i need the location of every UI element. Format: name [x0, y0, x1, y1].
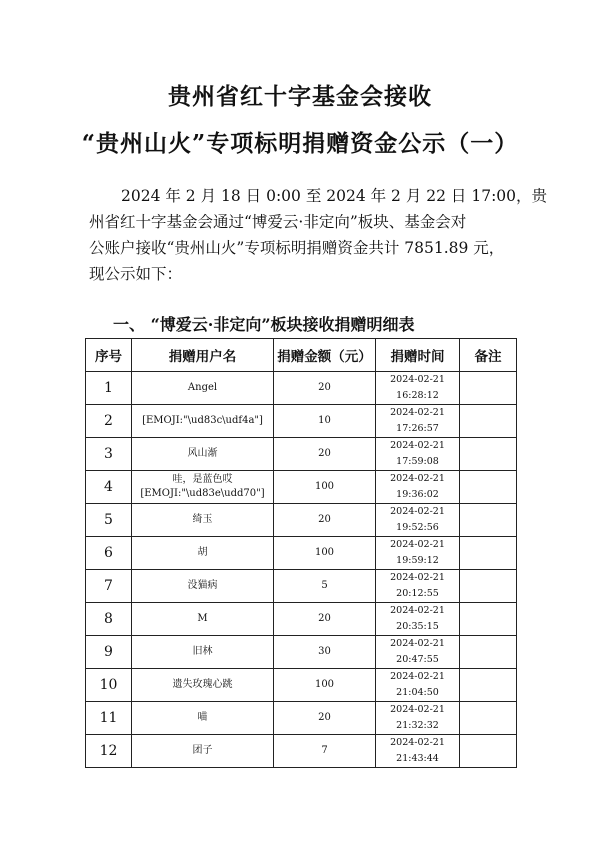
row-note — [460, 669, 517, 702]
row-note — [460, 372, 517, 405]
table-body — [86, 372, 517, 768]
document-title-line2: “贵州山火”专项标明捐赠资金公示（一） — [81, 130, 519, 157]
row-time — [376, 405, 460, 438]
header-index: 序号 — [86, 339, 132, 372]
row-index: 5 — [86, 504, 132, 537]
row-date-line: 2024-02-21 — [390, 572, 445, 583]
donor-name-line: 没猫病 — [187, 580, 218, 591]
row-index: 7 — [86, 570, 132, 603]
row-note — [460, 405, 517, 438]
row-donor-name — [132, 372, 274, 405]
header-time: 捐赠时间 — [376, 339, 460, 372]
row-date-line: 2024-02-21 — [390, 473, 445, 484]
row-amount: 20 — [274, 702, 376, 735]
row-index: 2 — [86, 405, 132, 438]
row-amount: 20 — [274, 372, 376, 405]
donor-name-line: Angel — [187, 382, 218, 393]
row-donor-name — [132, 471, 274, 504]
row-amount: 10 — [274, 405, 376, 438]
row-time-line: 19:59:12 — [396, 555, 439, 566]
row-donor-name — [132, 537, 274, 570]
row-index: 12 — [86, 735, 132, 768]
row-donor-name — [132, 669, 274, 702]
row-donor-name — [132, 438, 274, 471]
table-row — [86, 405, 517, 438]
row-time — [376, 372, 460, 405]
row-date-line: 2024-02-21 — [390, 374, 445, 385]
row-date-line: 2024-02-21 — [390, 605, 445, 616]
row-date-line: 2024-02-21 — [390, 506, 445, 517]
row-time-line: 20:12:55 — [396, 588, 439, 599]
section-title: 一、 “博爱云·非定向”板块接收捐赠明细表 — [113, 315, 415, 334]
donor-name-line: M — [197, 613, 208, 624]
row-note — [460, 702, 517, 735]
intro-line-4: 现公示如下： — [89, 265, 183, 283]
table-row — [86, 570, 517, 603]
row-time-line: 19:52:56 — [396, 522, 439, 533]
row-date-line: 2024-02-21 — [390, 704, 445, 715]
row-date-line: 2024-02-21 — [390, 737, 445, 748]
row-amount: 100 — [274, 537, 376, 570]
row-date-line: 2024-02-21 — [390, 407, 445, 418]
row-time — [376, 735, 460, 768]
header-donor-name: 捐赠用户名 — [132, 339, 274, 372]
row-note — [460, 603, 517, 636]
row-time-line: 16:28:12 — [396, 390, 439, 401]
row-time — [376, 702, 460, 735]
row-index: 3 — [86, 438, 132, 471]
table-header-row — [86, 339, 517, 372]
row-time-line: 21:32:32 — [396, 720, 439, 731]
donor-name-line: 旧林 — [192, 646, 213, 657]
row-time — [376, 636, 460, 669]
table-row — [86, 636, 517, 669]
intro-line-2: 州省红十字基金会通过“博爱云·非定向”板块、基金会对 — [89, 213, 467, 231]
row-time-line: 20:47:55 — [396, 654, 439, 665]
row-time-line: 17:59:08 — [396, 456, 439, 467]
row-donor-name — [132, 405, 274, 438]
row-time — [376, 438, 460, 471]
donor-name-line: 胡 — [197, 547, 208, 558]
row-note — [460, 504, 517, 537]
donor-name-line: 团子 — [192, 745, 213, 756]
table-row — [86, 603, 517, 636]
header-note: 备注 — [460, 339, 517, 372]
row-amount: 100 — [274, 471, 376, 504]
header-amount: 捐赠金额（元） — [274, 339, 376, 372]
row-time — [376, 570, 460, 603]
table-row — [86, 669, 517, 702]
row-index: 1 — [86, 372, 132, 405]
row-donor-name — [132, 603, 274, 636]
row-amount: 20 — [274, 504, 376, 537]
row-amount: 20 — [274, 438, 376, 471]
row-donor-name — [132, 504, 274, 537]
row-donor-name — [132, 735, 274, 768]
row-donor-name — [132, 570, 274, 603]
row-time — [376, 471, 460, 504]
row-index: 8 — [86, 603, 132, 636]
row-note — [460, 471, 517, 504]
row-index: 6 — [86, 537, 132, 570]
table-row — [86, 372, 517, 405]
row-note — [460, 537, 517, 570]
row-date-line: 2024-02-21 — [390, 539, 445, 550]
row-note — [460, 735, 517, 768]
donor-name-line: 遗失玫瑰心跳 — [172, 679, 233, 690]
row-index: 11 — [86, 702, 132, 735]
donor-name-line: [EMOJI:"\ud83c\udf4a"] — [142, 415, 263, 426]
donor-name-line: 绮玉 — [192, 514, 213, 525]
row-donor-name — [132, 702, 274, 735]
row-amount: 7 — [274, 735, 376, 768]
row-amount: 30 — [274, 636, 376, 669]
row-time-line: 17:26:57 — [396, 423, 439, 434]
row-date-line: 2024-02-21 — [390, 638, 445, 649]
table-row — [86, 735, 517, 768]
row-index: 9 — [86, 636, 132, 669]
row-time — [376, 603, 460, 636]
intro-paragraph — [89, 183, 548, 287]
table-row — [86, 504, 517, 537]
row-note — [460, 438, 517, 471]
intro-line-3: 公账户接收“贵州山火”专项标明捐赠资金共计 7851.89 元， — [89, 239, 505, 257]
row-index: 10 — [86, 669, 132, 702]
row-time-line: 20:35:15 — [396, 621, 439, 632]
donor-name-line: [EMOJI:"\ud83e\udd70"] — [140, 488, 265, 499]
row-time-line: 21:43:44 — [396, 753, 439, 764]
donor-name-line: 喵 — [197, 712, 208, 723]
row-time — [376, 537, 460, 570]
row-donor-name — [132, 636, 274, 669]
row-time-line: 19:36:02 — [396, 489, 439, 500]
row-amount: 5 — [274, 570, 376, 603]
row-date-line: 2024-02-21 — [390, 440, 445, 451]
table-row — [86, 438, 517, 471]
table-row — [86, 702, 517, 735]
row-note — [460, 636, 517, 669]
donation-table — [85, 338, 517, 768]
row-time-line: 21:04:50 — [396, 687, 439, 698]
row-amount: 100 — [274, 669, 376, 702]
donor-name-line: 哇，是蓝色哎 — [172, 474, 233, 485]
row-time — [376, 504, 460, 537]
row-note — [460, 570, 517, 603]
row-index: 4 — [86, 471, 132, 504]
table-row — [86, 537, 517, 570]
row-time — [376, 669, 460, 702]
intro-line-1: 2024 年 2 月 18 日 0:00 至 2024 年 2 月 22 日 17:00，贵 — [121, 187, 548, 205]
donor-name-line: 风山渐 — [187, 448, 218, 459]
row-amount: 20 — [274, 603, 376, 636]
table-row — [86, 471, 517, 504]
row-date-line: 2024-02-21 — [390, 671, 445, 682]
document-title-line1: 贵州省红十字基金会接收 — [168, 83, 432, 110]
